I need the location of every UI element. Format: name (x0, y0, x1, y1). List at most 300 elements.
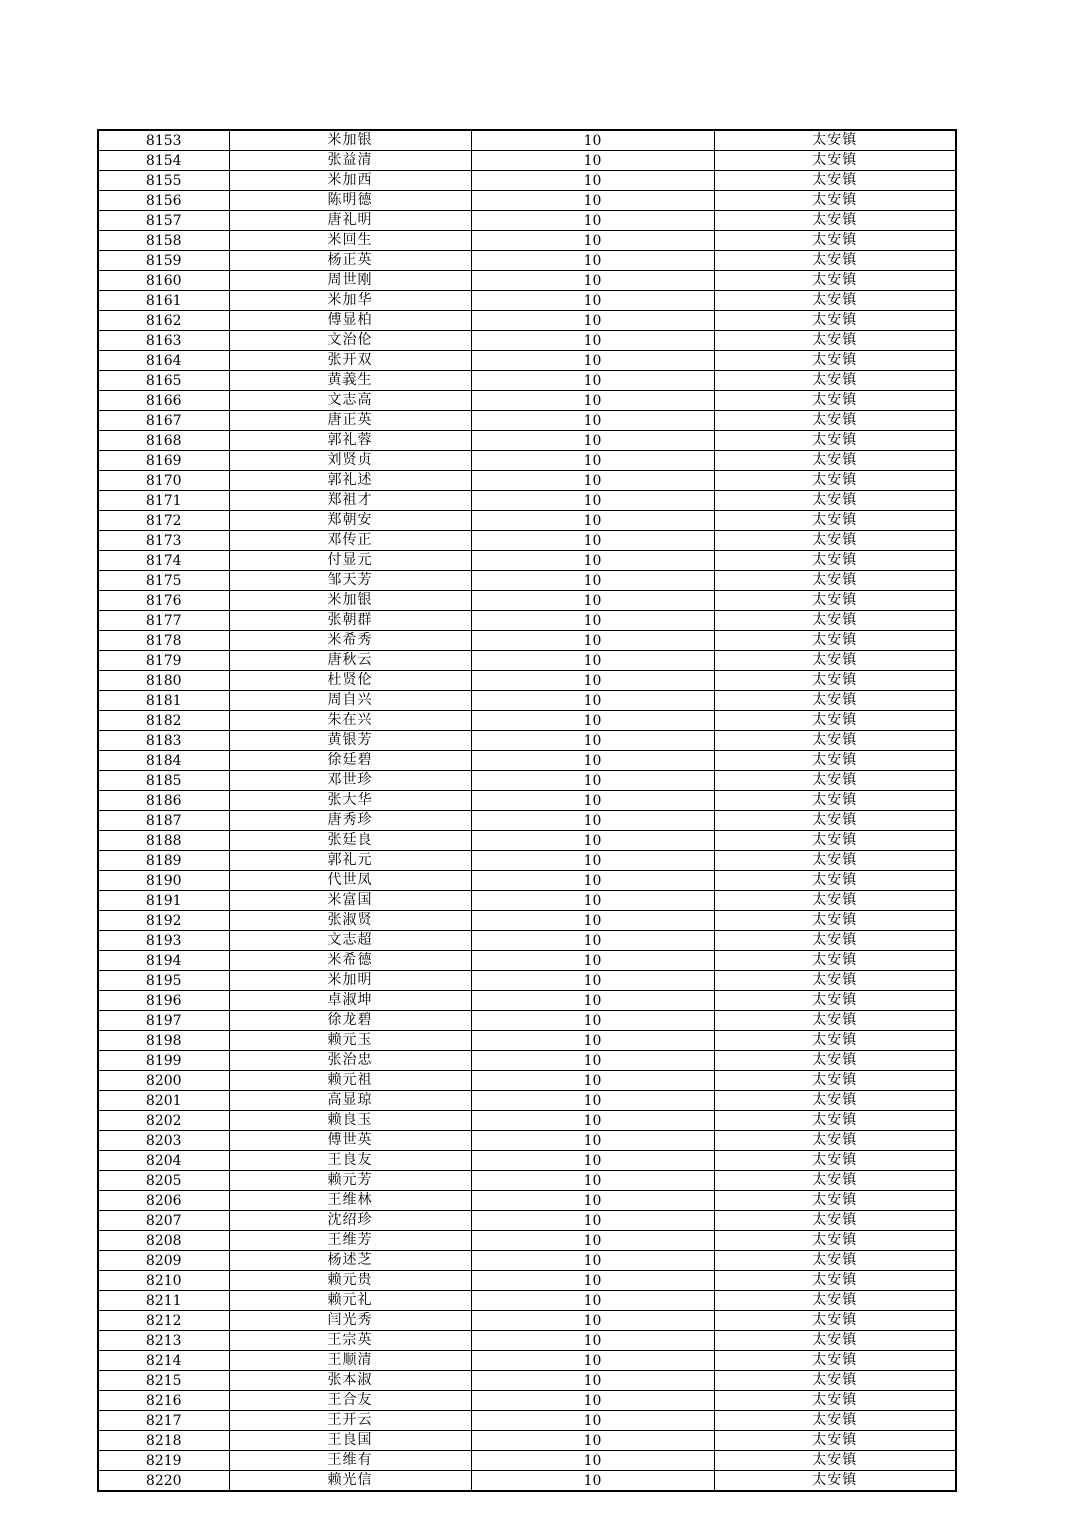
amount-cell: 10 (471, 451, 714, 471)
amount-cell: 10 (471, 511, 714, 531)
town-cell: 太安镇 (714, 371, 956, 391)
name-cell: 王合友 (229, 1391, 471, 1411)
amount-cell: 10 (471, 471, 714, 491)
amount-cell: 10 (471, 371, 714, 391)
town-cell: 太安镇 (714, 1011, 956, 1031)
name-cell: 王良国 (229, 1431, 471, 1451)
name-cell: 米加明 (229, 971, 471, 991)
table-row (98, 631, 956, 651)
row-number-cell: 8157 (98, 211, 229, 231)
row-number-cell: 8218 (98, 1431, 229, 1451)
amount-cell: 10 (471, 611, 714, 631)
row-number-cell: 8192 (98, 911, 229, 931)
name-cell: 唐秋云 (229, 651, 471, 671)
amount-cell: 10 (471, 1471, 714, 1492)
name-cell: 王维林 (229, 1191, 471, 1211)
name-cell: 杜贤伦 (229, 671, 471, 691)
name-cell: 朱在兴 (229, 711, 471, 731)
amount-cell: 10 (471, 731, 714, 751)
town-cell: 太安镇 (714, 911, 956, 931)
name-cell: 王开云 (229, 1411, 471, 1431)
row-number-cell: 8154 (98, 151, 229, 171)
amount-cell: 10 (471, 1171, 714, 1191)
amount-cell: 10 (471, 771, 714, 791)
name-cell: 米富国 (229, 891, 471, 911)
table-row (98, 291, 956, 311)
name-cell: 唐秀珍 (229, 811, 471, 831)
table-row (98, 611, 956, 631)
row-number-cell: 8210 (98, 1271, 229, 1291)
table-row (98, 431, 956, 451)
name-cell: 卓淑坤 (229, 991, 471, 1011)
name-cell: 赖元玉 (229, 1031, 471, 1051)
table-row (98, 1251, 956, 1271)
amount-cell: 10 (471, 871, 714, 891)
table-row (98, 191, 956, 211)
town-cell: 太安镇 (714, 231, 956, 251)
table-row (98, 971, 956, 991)
name-cell: 张治忠 (229, 1051, 471, 1071)
town-cell: 太安镇 (714, 130, 956, 151)
town-cell: 太安镇 (714, 551, 956, 571)
amount-cell: 10 (471, 751, 714, 771)
amount-cell: 10 (471, 851, 714, 871)
table-row (98, 1431, 956, 1451)
town-cell: 太安镇 (714, 791, 956, 811)
amount-cell: 10 (471, 251, 714, 271)
town-cell: 太安镇 (714, 431, 956, 451)
table-row (98, 551, 956, 571)
row-number-cell: 8156 (98, 191, 229, 211)
amount-cell: 10 (471, 831, 714, 851)
row-number-cell: 8162 (98, 311, 229, 331)
row-number-cell: 8191 (98, 891, 229, 911)
row-number-cell: 8168 (98, 431, 229, 451)
name-cell: 张廷良 (229, 831, 471, 851)
row-number-cell: 8198 (98, 1031, 229, 1051)
table-row (98, 511, 956, 531)
row-number-cell: 8206 (98, 1191, 229, 1211)
table-row (98, 1191, 956, 1211)
row-number-cell: 8183 (98, 731, 229, 751)
row-number-cell: 8169 (98, 451, 229, 471)
town-cell: 太安镇 (714, 751, 956, 771)
town-cell: 太安镇 (714, 951, 956, 971)
table-row (98, 231, 956, 251)
town-cell: 太安镇 (714, 1131, 956, 1151)
amount-cell: 10 (471, 1351, 714, 1371)
row-number-cell: 8163 (98, 331, 229, 351)
town-cell: 太安镇 (714, 1091, 956, 1111)
name-cell: 闫光秀 (229, 1311, 471, 1331)
row-number-cell: 8187 (98, 811, 229, 831)
amount-cell: 10 (471, 991, 714, 1011)
row-number-cell: 8219 (98, 1451, 229, 1471)
name-cell: 代世凤 (229, 871, 471, 891)
town-cell: 太安镇 (714, 251, 956, 271)
amount-cell: 10 (471, 1031, 714, 1051)
town-cell: 太安镇 (714, 1351, 956, 1371)
table-row (98, 1391, 956, 1411)
table-row (98, 411, 956, 431)
amount-cell: 10 (471, 1311, 714, 1331)
name-cell: 周自兴 (229, 691, 471, 711)
row-number-cell: 8173 (98, 531, 229, 551)
name-cell: 张益清 (229, 151, 471, 171)
table-row (98, 371, 956, 391)
town-cell: 太安镇 (714, 1291, 956, 1311)
amount-cell: 10 (471, 231, 714, 251)
name-cell: 郭礼述 (229, 471, 471, 491)
table-row (98, 1311, 956, 1331)
row-number-cell: 8167 (98, 411, 229, 431)
amount-cell: 10 (471, 591, 714, 611)
name-cell: 徐廷碧 (229, 751, 471, 771)
town-cell: 太安镇 (714, 1031, 956, 1051)
table-row (98, 1031, 956, 1051)
town-cell: 太安镇 (714, 771, 956, 791)
name-cell: 付显元 (229, 551, 471, 571)
row-number-cell: 8161 (98, 291, 229, 311)
town-cell: 太安镇 (714, 511, 956, 531)
town-cell: 太安镇 (714, 811, 956, 831)
amount-cell: 10 (471, 711, 714, 731)
table-row (98, 1071, 956, 1091)
table-row (98, 751, 956, 771)
amount-cell: 10 (471, 971, 714, 991)
town-cell: 太安镇 (714, 891, 956, 911)
table-row (98, 331, 956, 351)
row-number-cell: 8208 (98, 1231, 229, 1251)
table-row (98, 271, 956, 291)
town-cell: 太安镇 (714, 1171, 956, 1191)
amount-cell: 10 (471, 1371, 714, 1391)
row-number-cell: 8190 (98, 871, 229, 891)
amount-cell: 10 (471, 1451, 714, 1471)
name-cell: 邓世珍 (229, 771, 471, 791)
name-cell: 赖良玉 (229, 1111, 471, 1131)
town-cell: 太安镇 (714, 1391, 956, 1411)
name-cell: 赖光信 (229, 1471, 471, 1492)
town-cell: 太安镇 (714, 391, 956, 411)
table-row (98, 531, 956, 551)
name-cell: 王良友 (229, 1151, 471, 1171)
name-cell: 刘贤贞 (229, 451, 471, 471)
town-cell: 太安镇 (714, 651, 956, 671)
town-cell: 太安镇 (714, 291, 956, 311)
name-cell: 唐礼明 (229, 211, 471, 231)
row-number-cell: 8153 (98, 130, 229, 151)
row-number-cell: 8211 (98, 1291, 229, 1311)
name-cell: 米加银 (229, 591, 471, 611)
name-cell: 周世刚 (229, 271, 471, 291)
table-body (98, 130, 956, 1491)
town-cell: 太安镇 (714, 411, 956, 431)
row-number-cell: 8217 (98, 1411, 229, 1431)
town-cell: 太安镇 (714, 1371, 956, 1391)
amount-cell: 10 (471, 891, 714, 911)
town-cell: 太安镇 (714, 1231, 956, 1251)
row-number-cell: 8164 (98, 351, 229, 371)
table-row (98, 731, 956, 751)
amount-cell: 10 (471, 211, 714, 231)
amount-cell: 10 (471, 271, 714, 291)
row-number-cell: 8178 (98, 631, 229, 651)
table-row (98, 130, 956, 151)
town-cell: 太安镇 (714, 931, 956, 951)
row-number-cell: 8207 (98, 1211, 229, 1231)
table-row (98, 851, 956, 871)
table-row (98, 1051, 956, 1071)
name-cell: 傅世英 (229, 1131, 471, 1151)
amount-cell: 10 (471, 531, 714, 551)
table-row (98, 451, 956, 471)
table-row (98, 691, 956, 711)
name-cell: 赖元贵 (229, 1271, 471, 1291)
amount-cell: 10 (471, 1411, 714, 1431)
amount-cell: 10 (471, 1211, 714, 1231)
town-cell: 太安镇 (714, 271, 956, 291)
town-cell: 太安镇 (714, 851, 956, 871)
table-row (98, 1291, 956, 1311)
row-number-cell: 8158 (98, 231, 229, 251)
name-cell: 黄義生 (229, 371, 471, 391)
table-row (98, 771, 956, 791)
row-number-cell: 8179 (98, 651, 229, 671)
name-cell: 郑祖才 (229, 491, 471, 511)
amount-cell: 10 (471, 811, 714, 831)
table-row (98, 1331, 956, 1351)
table-row (98, 951, 956, 971)
name-cell: 邹天芳 (229, 571, 471, 591)
table-row (98, 1451, 956, 1471)
town-cell: 太安镇 (714, 211, 956, 231)
row-number-cell: 8184 (98, 751, 229, 771)
amount-cell: 10 (471, 1051, 714, 1071)
amount-cell: 10 (471, 691, 714, 711)
table-row (98, 891, 956, 911)
row-number-cell: 8204 (98, 1151, 229, 1171)
town-cell: 太安镇 (714, 971, 956, 991)
town-cell: 太安镇 (714, 1451, 956, 1471)
town-cell: 太安镇 (714, 871, 956, 891)
name-cell: 赖元礼 (229, 1291, 471, 1311)
amount-cell: 10 (471, 631, 714, 651)
amount-cell: 10 (471, 791, 714, 811)
amount-cell: 10 (471, 1091, 714, 1111)
amount-cell: 10 (471, 1111, 714, 1131)
amount-cell: 10 (471, 1191, 714, 1211)
amount-cell: 10 (471, 311, 714, 331)
town-cell: 太安镇 (714, 351, 956, 371)
town-cell: 太安镇 (714, 1471, 956, 1492)
town-cell: 太安镇 (714, 331, 956, 351)
row-number-cell: 8189 (98, 851, 229, 871)
name-cell: 王宗英 (229, 1331, 471, 1351)
amount-cell: 10 (471, 171, 714, 191)
table-row (98, 491, 956, 511)
row-number-cell: 8214 (98, 1351, 229, 1371)
town-cell: 太安镇 (714, 1311, 956, 1331)
row-number-cell: 8194 (98, 951, 229, 971)
name-cell: 赖元芳 (229, 1171, 471, 1191)
town-cell: 太安镇 (714, 531, 956, 551)
row-number-cell: 8212 (98, 1311, 229, 1331)
row-number-cell: 8165 (98, 371, 229, 391)
table-row (98, 211, 956, 231)
name-cell: 米希秀 (229, 631, 471, 651)
name-cell: 张朝群 (229, 611, 471, 631)
amount-cell: 10 (471, 1231, 714, 1251)
town-cell: 太安镇 (714, 591, 956, 611)
row-number-cell: 8215 (98, 1371, 229, 1391)
town-cell: 太安镇 (714, 1071, 956, 1091)
name-cell: 米回生 (229, 231, 471, 251)
amount-cell: 10 (471, 671, 714, 691)
table-row (98, 671, 956, 691)
name-cell: 张淑贤 (229, 911, 471, 931)
town-cell: 太安镇 (714, 171, 956, 191)
amount-cell: 10 (471, 1131, 714, 1151)
town-cell: 太安镇 (714, 831, 956, 851)
town-cell: 太安镇 (714, 1331, 956, 1351)
name-cell: 文志超 (229, 931, 471, 951)
table-row (98, 1471, 956, 1492)
name-cell: 邓传正 (229, 531, 471, 551)
data-table (97, 129, 957, 1492)
table-row (98, 831, 956, 851)
table-row (98, 1271, 956, 1291)
row-number-cell: 8209 (98, 1251, 229, 1271)
town-cell: 太安镇 (714, 471, 956, 491)
amount-cell: 10 (471, 571, 714, 591)
table-row (98, 151, 956, 171)
town-cell: 太安镇 (714, 1271, 956, 1291)
row-number-cell: 8188 (98, 831, 229, 851)
name-cell: 米希德 (229, 951, 471, 971)
row-number-cell: 8181 (98, 691, 229, 711)
amount-cell: 10 (471, 391, 714, 411)
table-row (98, 571, 956, 591)
name-cell: 文志高 (229, 391, 471, 411)
row-number-cell: 8213 (98, 1331, 229, 1351)
name-cell: 郑朝安 (229, 511, 471, 531)
name-cell: 米加银 (229, 130, 471, 151)
table-row (98, 1131, 956, 1151)
town-cell: 太安镇 (714, 1211, 956, 1231)
amount-cell: 10 (471, 931, 714, 951)
row-number-cell: 8155 (98, 171, 229, 191)
town-cell: 太安镇 (714, 491, 956, 511)
row-number-cell: 8185 (98, 771, 229, 791)
row-number-cell: 8216 (98, 1391, 229, 1411)
table-row (98, 1371, 956, 1391)
name-cell: 陈明德 (229, 191, 471, 211)
town-cell: 太安镇 (714, 691, 956, 711)
table-row (98, 391, 956, 411)
amount-cell: 10 (471, 1071, 714, 1091)
row-number-cell: 8197 (98, 1011, 229, 1031)
row-number-cell: 8202 (98, 1111, 229, 1131)
town-cell: 太安镇 (714, 451, 956, 471)
amount-cell: 10 (471, 551, 714, 571)
name-cell: 张本淑 (229, 1371, 471, 1391)
amount-cell: 10 (471, 1291, 714, 1311)
amount-cell: 10 (471, 1331, 714, 1351)
town-cell: 太安镇 (714, 151, 956, 171)
name-cell: 杨正英 (229, 251, 471, 271)
name-cell: 赖元祖 (229, 1071, 471, 1091)
amount-cell: 10 (471, 1391, 714, 1411)
name-cell: 唐正英 (229, 411, 471, 431)
name-cell: 王维芳 (229, 1231, 471, 1251)
table-row (98, 1211, 956, 1231)
row-number-cell: 8177 (98, 611, 229, 631)
amount-cell: 10 (471, 331, 714, 351)
town-cell: 太安镇 (714, 731, 956, 751)
table-row (98, 251, 956, 271)
table-row (98, 711, 956, 731)
amount-cell: 10 (471, 1011, 714, 1031)
name-cell: 傅显柏 (229, 311, 471, 331)
row-number-cell: 8196 (98, 991, 229, 1011)
table-row (98, 1011, 956, 1031)
amount-cell: 10 (471, 491, 714, 511)
row-number-cell: 8159 (98, 251, 229, 271)
row-number-cell: 8160 (98, 271, 229, 291)
table-row (98, 171, 956, 191)
row-number-cell: 8199 (98, 1051, 229, 1071)
row-number-cell: 8186 (98, 791, 229, 811)
town-cell: 太安镇 (714, 1051, 956, 1071)
row-number-cell: 8220 (98, 1471, 229, 1492)
row-number-cell: 8174 (98, 551, 229, 571)
row-number-cell: 8176 (98, 591, 229, 611)
town-cell: 太安镇 (714, 311, 956, 331)
amount-cell: 10 (471, 651, 714, 671)
town-cell: 太安镇 (714, 191, 956, 211)
row-number-cell: 8203 (98, 1131, 229, 1151)
table-row (98, 1351, 956, 1371)
row-number-cell: 8195 (98, 971, 229, 991)
amount-cell: 10 (471, 191, 714, 211)
amount-cell: 10 (471, 130, 714, 151)
table-row (98, 591, 956, 611)
table-row (98, 811, 956, 831)
name-cell: 米加华 (229, 291, 471, 311)
table-row (98, 651, 956, 671)
amount-cell: 10 (471, 351, 714, 371)
row-number-cell: 8170 (98, 471, 229, 491)
row-number-cell: 8201 (98, 1091, 229, 1111)
town-cell: 太安镇 (714, 631, 956, 651)
name-cell: 文治伦 (229, 331, 471, 351)
amount-cell: 10 (471, 151, 714, 171)
name-cell: 郭礼蓉 (229, 431, 471, 451)
name-cell: 郭礼元 (229, 851, 471, 871)
table-row (98, 1231, 956, 1251)
town-cell: 太安镇 (714, 1251, 956, 1271)
name-cell: 杨述芝 (229, 1251, 471, 1271)
amount-cell: 10 (471, 411, 714, 431)
town-cell: 太安镇 (714, 1411, 956, 1431)
row-number-cell: 8193 (98, 931, 229, 951)
amount-cell: 10 (471, 951, 714, 971)
table-row (98, 871, 956, 891)
row-number-cell: 8182 (98, 711, 229, 731)
table-row (98, 911, 956, 931)
row-number-cell: 8180 (98, 671, 229, 691)
